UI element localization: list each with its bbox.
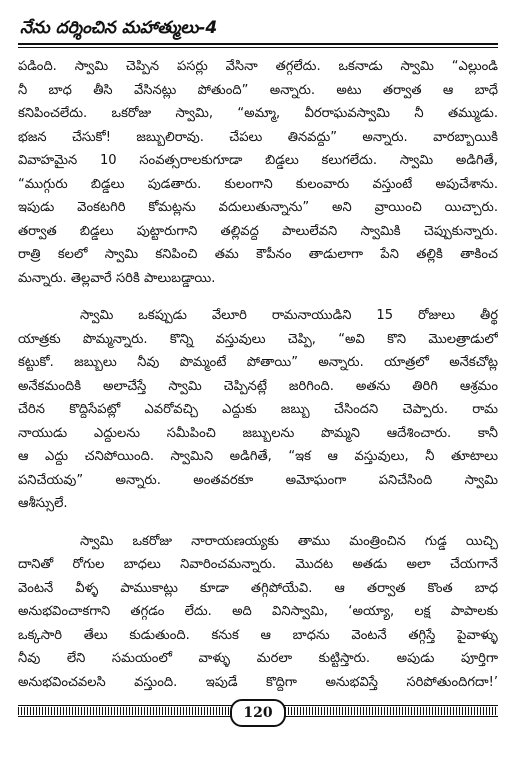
text-line: అనుభవించవలసి వస్తుంది. ఇపుడే కొద్దిగా అనుభవిస్తే సరిపోతుందిగదా!’ (18, 674, 498, 690)
text-line: నీవు లేని సమయంలో వాళ్ళు మరలా కుట్టిస్తారు. అపుడు పూర్తిగా (18, 651, 498, 666)
page-footer (18, 688, 498, 730)
text-line: రాత్రి కలలో స్వామి కనిపించి తమ కౌపీనం తాడులాగా పేని తల్లికి తాకించ (18, 247, 498, 262)
page-number: 120 (230, 699, 286, 727)
book-title: నేను దర్శించిన మహాత్ములు-4 (20, 18, 218, 38)
text-line: ఇపుడు వెంకటగిరి కోమట్లను వదులుతున్నాను” అని వ్రాయించి యిచ్చారు. (18, 200, 498, 215)
text-line: పనిచేయవు” అన్నారు. అంతవరకూ అమోఘంగా పనిచేసింది స్వామి (18, 472, 498, 488)
text-line: చేరిన కొద్దిసేపట్లో ఎవరోవచ్చి ఎద్దుకు జబ్బు చేసిందని చెప్పారు. రామ (18, 402, 498, 417)
text-line: కట్టుకో. జబ్బులు నీవు పొమ్మంటే పోతాయి” అన్నారు. యాత్రలో అనేకచోట్ల (18, 355, 498, 370)
text-line: వెంటనే వీళ్ళ పాముకాట్లు కూడా తగ్గిపోయేవి. ఆ తర్వాత కొంత బాధ (18, 580, 498, 596)
paragraph-3 (18, 530, 498, 695)
text-line: అనుభవించాకగాని తగ్గడం లేదు. అది వినిస్వామి, ‘అయ్యా, లక్ష పాపాలకు (18, 604, 498, 619)
text-line: పడింది. స్వామి చెప్పిన పసర్లు వేసినా తగ్గలేదు. ఒకనాడు స్వామి “ఎల్లుండి (18, 59, 498, 74)
text-line: యాత్రకు పొమ్మన్నారు. కొన్ని వస్తువులు చెప్పి, “అవి కొని మొలత్రాడులో (18, 331, 498, 347)
text-line: భజన చేసుకో! జబ్బులిరావు. చేపలు తినవద్దు” అన్నారు. వారబ్బాయికి (18, 129, 498, 145)
text-line: అనేకమందికి అలాచేస్తే స్వామి చెప్పినట్లే జరిగింది. అతను తిరిగి ఆశ్రమం (18, 378, 498, 394)
text-line: దానితో రోగుల బాధలు నివారించమన్నారు. మొదట అతడు అలా చేయగానే (18, 557, 498, 572)
header-rule-thin (18, 47, 498, 48)
page-body (18, 55, 498, 694)
text-line: నాయుడు ఎద్దులను సమీపించి జబ్బులను పొమ్మని ఆదేశించారు. కానీ (18, 425, 498, 441)
running-header (18, 8, 498, 48)
text-line: కనిపించలేదు. ఒకరోజు స్వామి, “అమ్మా, వీరరాఘవస్వామి నీ తమ్ముడు. (18, 106, 498, 121)
text-line: ఒక్కసారి తేలు కుడుతుంది. కనుక ఆ బాధను వెంటనే తగ్గిస్తే పైవాళ్ళు (18, 627, 498, 643)
text-line: నీ బాధ తీసి వేసినట్లు పోతుంది” అన్నారు. అటు తర్వాత ఆ బాధే (18, 82, 498, 98)
text-line: “ముగ్గురు బిడ్డలు పుడతారు. కులంగాని కులంవారు వస్తుంటే అపుచేశాను. (18, 176, 498, 192)
text-line: తర్వాత బిడ్డలు పుట్టారుగాని తల్లివద్ద పాలులేవని స్వామికి చెప్పుకున్నారు. (18, 223, 498, 239)
text-line: స్వామి ఒకరోజు నారాయణయ్యకు తాము మంత్రించిన గుడ్డ యిచ్చి (80, 533, 498, 549)
text-line: ఆశీస్సులే. (18, 496, 68, 511)
paragraph-2 (18, 304, 498, 516)
text-line: మన్నారు. తెల్లవారే సరికి పాలుబడ్డాయి. (18, 270, 216, 286)
header-rule (18, 43, 498, 45)
text-line: ఆ ఎద్దు చనిపోయింది. స్వామిని అడిగితే, “ఇక ఆ వస్తువులు, నీ తూటాలు (18, 449, 498, 464)
text-line: వివాహమైన 10 సంవత్సరాలకుగూడా బిడ్డలు కలుగలేదు. స్వామి అడిగితే, (18, 153, 498, 168)
paragraph-1 (18, 55, 498, 290)
text-line: స్వామి ఒకప్పుడు వేలూరి రామనాయుడిని 15 రోజులు తీర్థ (80, 308, 498, 323)
